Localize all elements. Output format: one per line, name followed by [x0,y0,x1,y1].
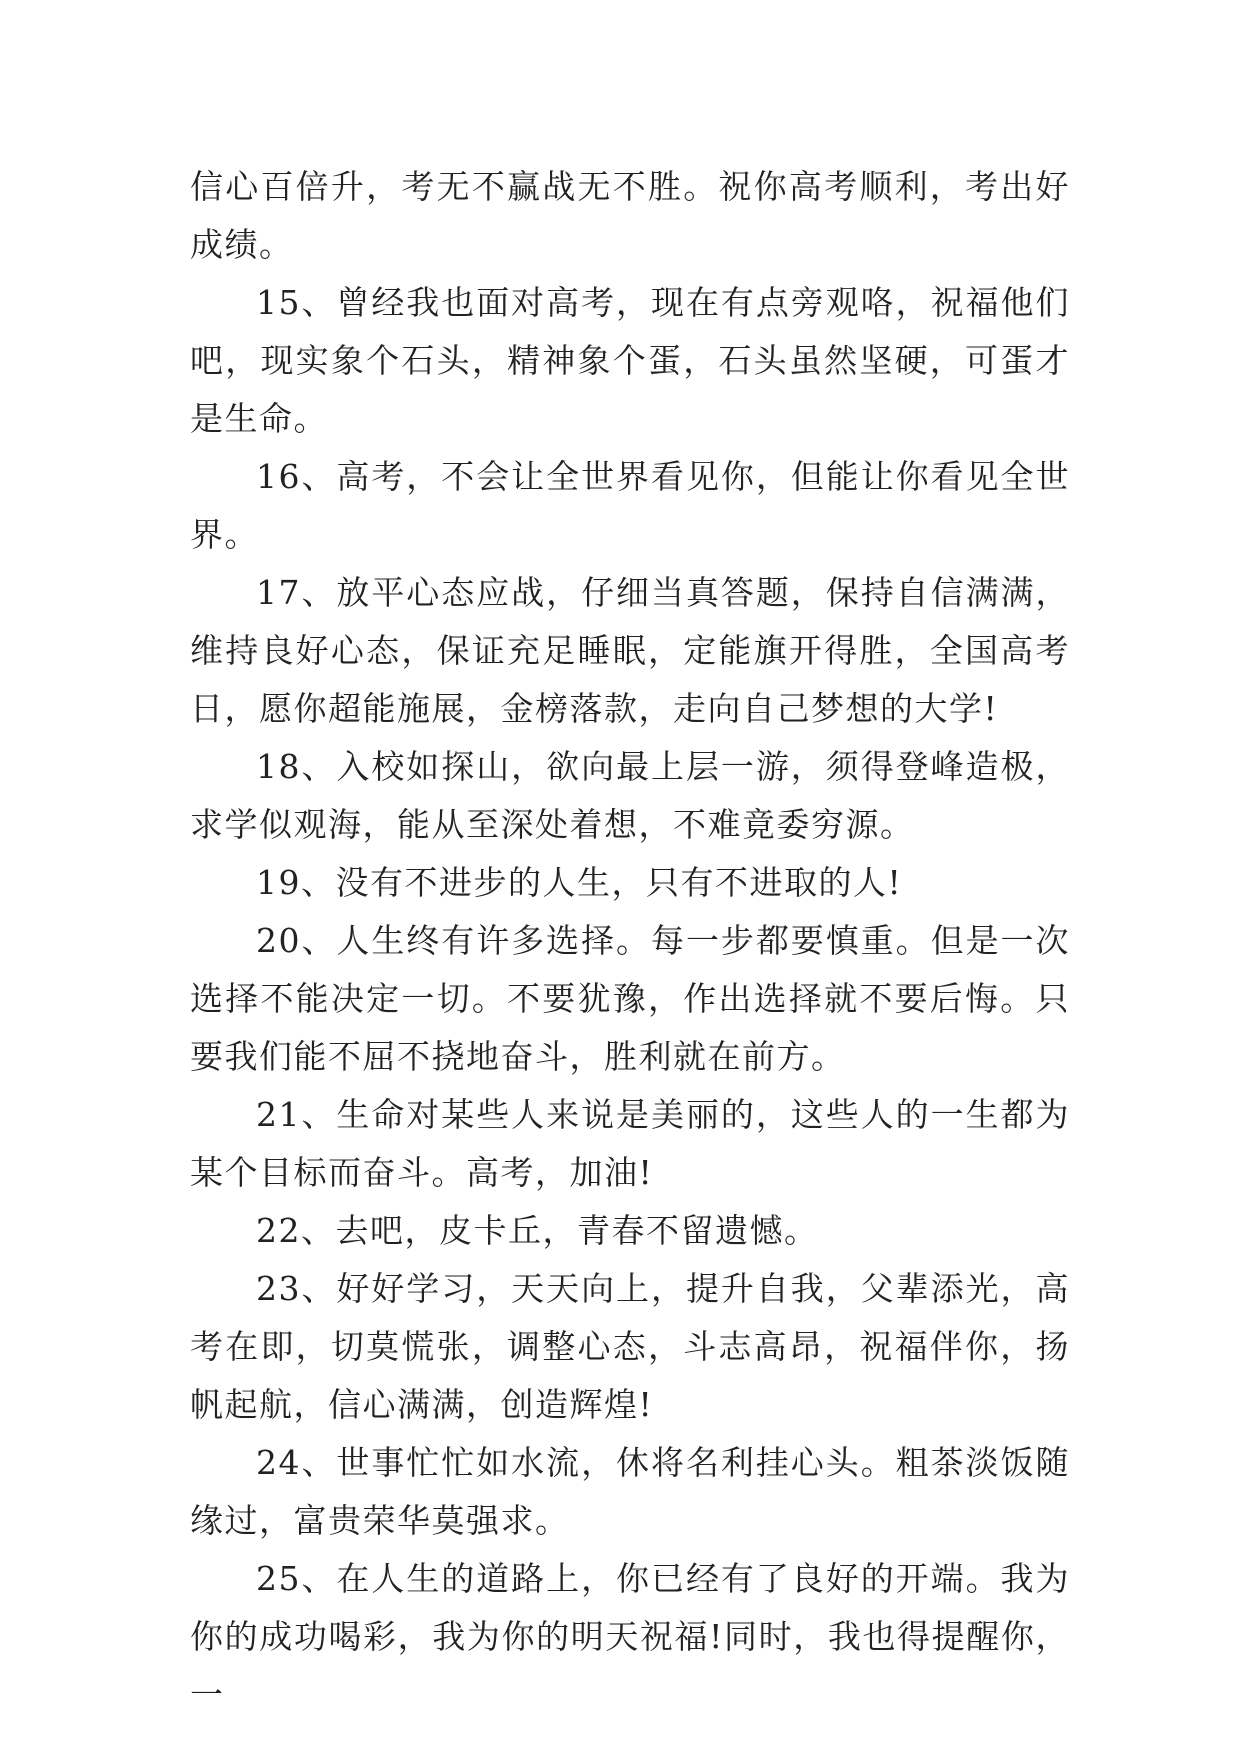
paragraph-24: 24、世事忙忙如水流，休将名利挂心头。粗茶淡饭随缘过，富贵荣华莫强求。 [190,1443,1070,1540]
paragraph-17: 17、放平心态应战，仔细当真答题，保持自信满满，维持良好心态，保证充足睡眠，定能旗开得胜，全国高考日，愿你超能施展，金榜落款，走向自己梦想的大学! [190,573,1070,728]
paragraph-25: 25、在人生的道路上，你已经有了良好的开端。我为你的成功喝彩，我为你的明天祝福!同时，我也得提醒你，一 [190,1559,1070,1714]
document-body [190,158,1070,1724]
paragraph-19: 19、没有不进步的人生，只有不进取的人! [256,863,903,902]
paragraph-continuation: 信心百倍升，考无不赢战无不胜。祝你高考顺利，考出好成绩。 [190,167,1070,264]
paragraph-23: 23、好好学习，天天向上，提升自我，父辈添光，高考在即，切莫慌张，调整心态，斗志高昂，祝福伴你，扬帆起航，信心满满，创造辉煌! [190,1269,1070,1424]
paragraph-20: 20、人生终有许多选择。每一步都要慎重。但是一次选择不能决定一切。不要犹豫，作出选择就不要后悔。只要我们能不屈不挠地奋斗，胜利就在前方。 [190,921,1070,1076]
paragraph-22: 22、去吧，皮卡丘，青春不留遗憾。 [256,1211,819,1250]
paragraph-15: 15、曾经我也面对高考，现在有点旁观咯，祝福他们吧，现实象个石头，精神象个蛋，石头虽然坚硬，可蛋才是生命。 [190,283,1070,438]
paragraph-21: 21、生命对某些人来说是美丽的，这些人的一生都为某个目标而奋斗。高考，加油! [190,1095,1070,1192]
paragraph-16: 16、高考，不会让全世界看见你，但能让你看见全世界。 [190,457,1070,554]
paragraph-18: 18、入校如探山，欲向最上层一游，须得登峰造极，求学似观海，能从至深处着想，不难竟委穷源。 [190,747,1070,844]
